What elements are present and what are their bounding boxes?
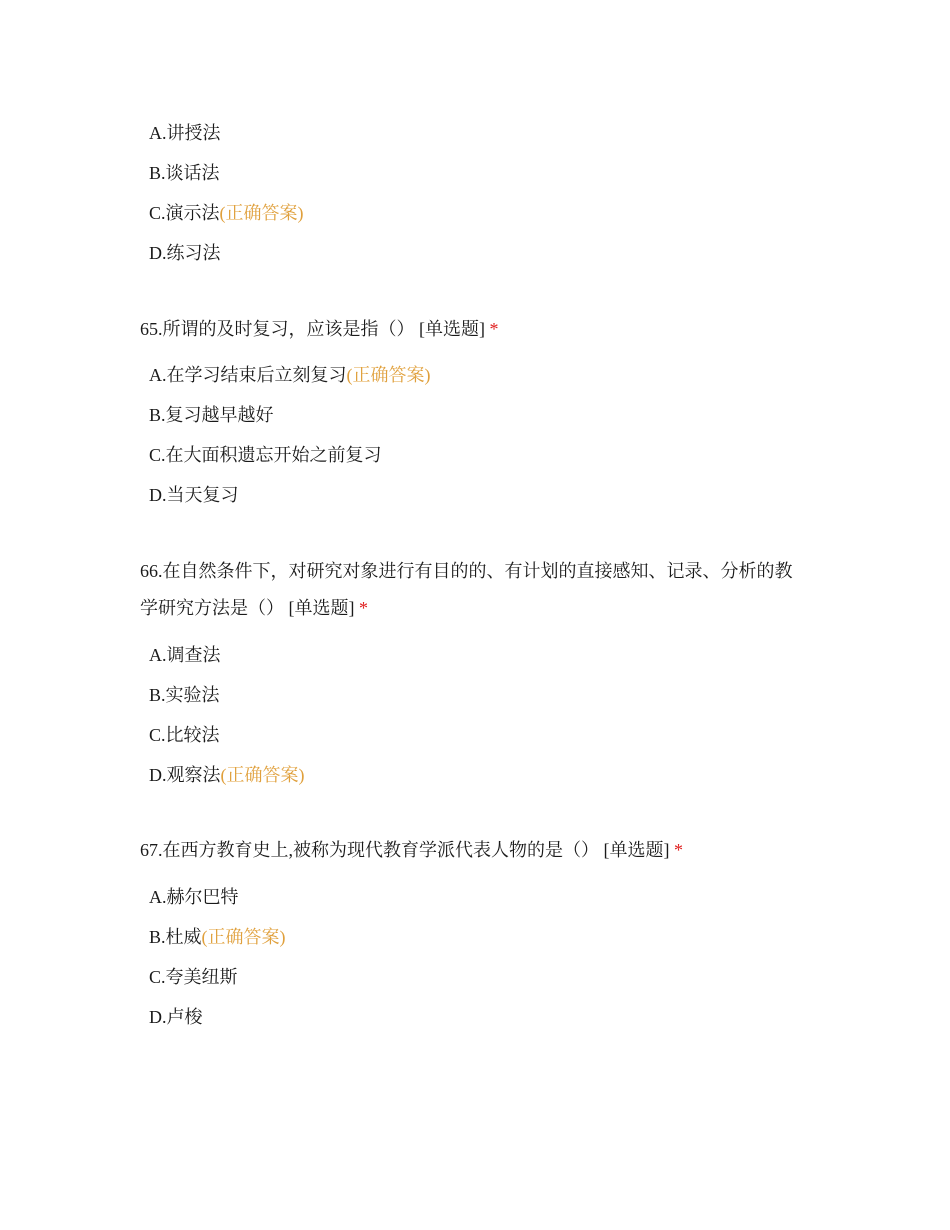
- question-type: [单选题]: [419, 319, 485, 339]
- option-67-a[interactable]: [149, 885, 239, 909]
- option-65-a[interactable]: [149, 363, 431, 387]
- question-title: [140, 311, 810, 348]
- option-64-c[interactable]: [149, 201, 304, 225]
- question-title: [140, 553, 810, 627]
- option-label: B.复习越早越好: [149, 405, 274, 425]
- option-67-b[interactable]: [149, 925, 286, 949]
- option-label: C.演示法: [149, 203, 220, 223]
- required-marker: *: [489, 319, 499, 339]
- option-label: B.谈话法: [149, 163, 220, 183]
- option-label: B.实验法: [149, 685, 220, 705]
- option-label: C.夸美纽斯: [149, 967, 238, 987]
- option-64-a[interactable]: [149, 121, 221, 145]
- option-label: A.调查法: [149, 645, 221, 665]
- question-text: 66.在自然条件下，对研究对象进行有目的的、有计划的直接感知、记录、分析的教学研究方法是（）: [140, 561, 793, 618]
- option-label: A.在学习结束后立刻复习: [149, 365, 347, 385]
- option-65-d[interactable]: [149, 483, 239, 507]
- option-64-b[interactable]: [149, 161, 220, 185]
- option-65-b[interactable]: [149, 403, 274, 427]
- option-label: A.赫尔巴特: [149, 887, 239, 907]
- option-66-b[interactable]: [149, 683, 220, 707]
- option-66-d[interactable]: [149, 763, 305, 787]
- required-marker: *: [674, 840, 683, 860]
- option-label: A.讲授法: [149, 123, 221, 143]
- option-66-c[interactable]: [149, 723, 220, 747]
- option-67-d[interactable]: [149, 1005, 203, 1029]
- correct-answer-marker: (正确答案): [201, 927, 286, 947]
- option-66-a[interactable]: [149, 643, 221, 667]
- correct-answer-marker: (正确答案): [346, 365, 431, 385]
- correct-answer-marker: (正确答案): [220, 765, 305, 785]
- question-text: 67.在西方教育史上,被称为现代教育学派代表人物的是（）: [140, 840, 599, 860]
- question-type: [单选题]: [288, 598, 355, 618]
- correct-answer-marker: (正确答案): [219, 203, 304, 223]
- required-marker: *: [359, 598, 368, 618]
- question-text: 65.所谓的及时复习，应该是指（）: [140, 319, 415, 339]
- option-65-c[interactable]: [149, 443, 382, 467]
- option-67-c[interactable]: [149, 965, 238, 989]
- option-label: D.练习法: [149, 243, 221, 263]
- option-label: C.在大面积遗忘开始之前复习: [149, 445, 382, 465]
- option-64-d[interactable]: [149, 241, 221, 265]
- question-type: [单选题]: [603, 840, 670, 860]
- option-label: D.观察法: [149, 765, 221, 785]
- option-label: D.当天复习: [149, 485, 239, 505]
- option-label: D.卢梭: [149, 1007, 203, 1027]
- option-label: C.比较法: [149, 725, 220, 745]
- question-title: [140, 832, 810, 869]
- option-label: B.杜威: [149, 927, 202, 947]
